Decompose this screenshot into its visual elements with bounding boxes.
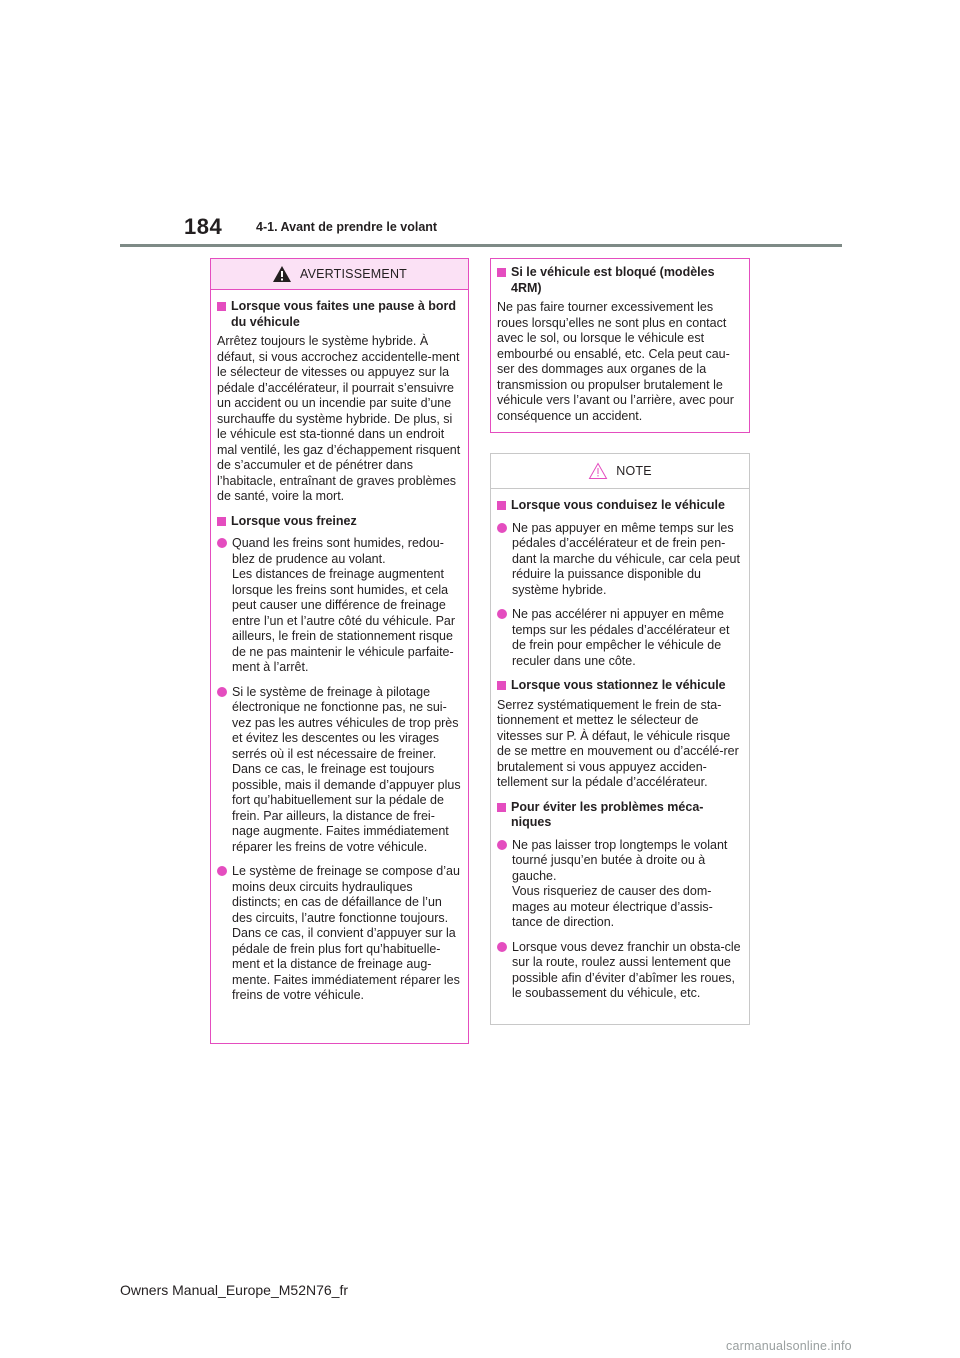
section-heading — [497, 800, 742, 831]
header-divider — [120, 244, 842, 247]
section-heading-text: Lorsque vous conduisez le véhicule — [511, 498, 725, 512]
square-bullet-icon — [497, 803, 506, 812]
note-label: NOTE — [616, 464, 652, 478]
warning-label: AVERTISSEMENT — [299, 267, 408, 281]
page-number: 184 — [184, 214, 223, 239]
section-heading-text: Lorsque vous stationnez le véhicule — [511, 678, 726, 692]
bullet-item — [217, 864, 461, 1004]
bullet-text: Quand les freins sont humides, redou-blez de prudence au volant. Les distances de freinage augmentent lorsque les freins sont humides, et cela peut causer une différence de freinage entre l’un et l’autre côté du véhicule. Par ailleurs, le frein de stationnement risque de ne pas maintenir le véhicule parfaite-ment à l’arrêt. — [232, 536, 456, 674]
section-heading-text: Si le véhicule est bloqué (modèles 4RM) — [511, 265, 715, 295]
paragraph: Arrêtez toujours le système hybride. À défaut, si vous accrochez accidentelle-ment le sélecteur de vitesses ou appuyez sur la pédale d’accélérateur, il pourrait s’ensuivre un accident ou un incendie par suite d’une surchauffe du système hybride. De plus, si le véhicule est sta-tionné dans un endroit mal ventilé, les gaz d’échappement risquent de s’accumuler et de pénétrer dans l’habitacle, entraînant de graves problèmes de santé, voire la mort. — [217, 334, 461, 503]
circle-bullet-icon — [217, 687, 227, 697]
circle-bullet-icon — [497, 840, 507, 850]
section-title: 4-1. Avant de prendre le volant — [256, 220, 438, 234]
bullet-text: Lorsque vous devez franchir un obsta-cle sur la route, roulez aussi lentement que possible afin d’éviter d’abîmer les roues, le soubassement du véhicule, etc. — [512, 939, 741, 1000]
warning-box-right — [490, 258, 750, 433]
bullet-text: Ne pas accélérer ni appuyer en même temps sur les pédales d’accélérateur et de frein pour empêcher le véhicule de reculer dans une côte. — [512, 607, 730, 668]
square-bullet-icon — [217, 517, 226, 526]
bullet-item — [497, 838, 742, 931]
square-bullet-icon — [497, 268, 506, 277]
section-heading — [217, 514, 461, 530]
bullet-text: Si le système de freinage à pilotage électronique ne fonctionne pas, ne sui-vez pas les autres véhicules de trop près et évitez les descentes ou les virages serrés où il est nécessaire de freiner. Dans ce cas, le freinage est toujours possible, mais il demande d’appuyer plus fort qu’habituellement sur la pédale de frein. Par ailleurs, la distance de frei-nage augmente. Faites immédiatement réparer les freins de votre véhicule. — [232, 684, 461, 854]
bullet-item — [497, 940, 742, 1002]
warning-box-left — [210, 258, 469, 1044]
warning-triangle-icon — [272, 265, 292, 283]
circle-bullet-icon — [497, 523, 507, 533]
square-bullet-icon — [217, 302, 226, 311]
circle-bullet-icon — [497, 609, 507, 619]
note-box-header — [491, 454, 749, 489]
bullet-item — [217, 536, 461, 676]
section-heading-text: Lorsque vous faites une pause à bord du véhicule — [231, 299, 457, 329]
section-heading-text: Pour éviter les problèmes méca-niques — [511, 799, 704, 829]
circle-bullet-icon — [217, 866, 227, 876]
watermark: carmanualsonline.info — [726, 1339, 852, 1353]
section-heading-text: Lorsque vous freinez — [231, 513, 357, 528]
square-bullet-icon — [497, 501, 506, 510]
square-bullet-icon — [497, 681, 506, 690]
section-heading — [497, 678, 742, 694]
circle-bullet-icon — [217, 538, 227, 548]
bullet-text: Ne pas appuyer en même temps sur les pédales d’accélérateur et de frein pen-dant la marche du véhicule, car cela peut réduire la puissance disponible du système hybride. — [512, 520, 740, 597]
footer-doc-id: Owners Manual_Europe_M52N76_fr — [120, 1282, 349, 1298]
bullet-text: Le système de freinage se compose d’au moins deux circuits hydrauliques distincts; en cas de défaillance de l’un des circuits, l’autre fonctionne toujours. Dans ce cas, il convient d’appuyer sur la pédale de frein plus fort qu’habituelle-ment et la distance de freinage aug-mente. Faites immédiatement réparer les freins de votre véhicule. — [232, 864, 460, 1002]
bullet-item — [497, 607, 742, 669]
section-heading — [217, 299, 461, 330]
warning-box-header — [211, 259, 468, 290]
bullet-item — [217, 685, 461, 856]
caution-triangle-icon — [588, 462, 608, 480]
paragraph: Ne pas faire tourner excessivement les roues lorsqu’elles ne sont plus en contact avec le sol, ou lorsque le véhicule est embourbé ou ensablé, etc. Cela peut cau-ser des dommages aux organes de la transmission ou propulser brutalement le véhicule vers l’avant ou l’arrière, avec pour conséquence un accident. — [497, 300, 734, 423]
circle-bullet-icon — [497, 942, 507, 952]
section-heading — [497, 265, 742, 296]
section-heading — [497, 498, 742, 514]
bullet-text: Ne pas laisser trop longtemps le volant tourné jusqu’en butée à droite ou à gauche. Vous risqueriez de causer des dom-mages au moteur électrique d’assis-tance de direction. — [512, 837, 728, 929]
bullet-item — [497, 521, 742, 599]
paragraph: Serrez systématiquement le frein de sta-tionnement et mettez le sélecteur de vitesses sur P. À défaut, le véhicule risque de se mettre en mouvement ou d’accélé-rer brutalement si vous appuyez acciden-tellement sur la pédale d’accélérateur. — [497, 697, 739, 789]
note-box — [490, 453, 750, 1025]
